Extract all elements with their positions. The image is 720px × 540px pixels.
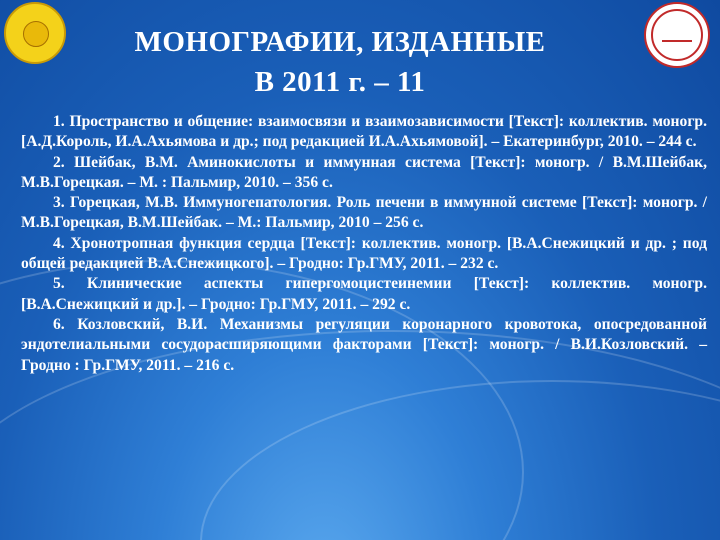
slide-title-line1: МОНОГРАФИИ, ИЗДАННЫЕ <box>134 26 546 58</box>
list-item: 3. Горецкая, М.В. Иммуногепатология. Роль печени в иммунной системе [Текст]: моногр. / М.В.Горецкая, В.М.Шейбак. – М.: Пальмир, 2010 – 256 с. <box>21 194 707 232</box>
university-seal-icon <box>644 2 710 68</box>
list-item: 4. Хронотропная функция сердца [Текст]: коллектив. моногр. [В.А.Снежицкий и др. ; под общей редакцией В.А.Снежицкого]. – Гродно: Гр.ГМУ, 2011. – 232 с. <box>21 234 707 273</box>
slide-title-line2: В 2011 г. – 11 <box>254 66 426 98</box>
list-item: 6. Козловский, В.И. Механизмы регуляции коронарного кровотока, опосредованной эндотелиальными сосудорасширяющими факторами [Текст]: моногр. / В.И.Козловский. – Гродно : Гр.ГМУ, 2011. – 216 с. <box>21 315 707 374</box>
list-item: 1. Пространство и общение: взаимосвязи и взаимозависимости [Текст]: коллектив. моногр. [А.Д.Король, И.А.Ахьямова и др.; под редакцией И.А.Ахьямовой]. – Екатеринбург, 2010. – 244 с. <box>21 113 707 151</box>
monograph-list <box>21 112 707 376</box>
list-item: 2. Шейбак, В.М. Аминокислоты и иммунная система [Текст]: моногр. / В.М.Шейбак, М.В.Горецкая. – М. : Пальмир, 2010. – 356 с. <box>21 153 707 191</box>
publisher-emblem-icon <box>4 2 66 64</box>
list-item: 5. Клинические аспекты гипергомоцистеинемии [Текст]: коллектив. моногр. [В.А.Снежицкий и др.]. – Гродно: Гр.ГМУ, 2011. – 292 с. <box>21 275 707 313</box>
